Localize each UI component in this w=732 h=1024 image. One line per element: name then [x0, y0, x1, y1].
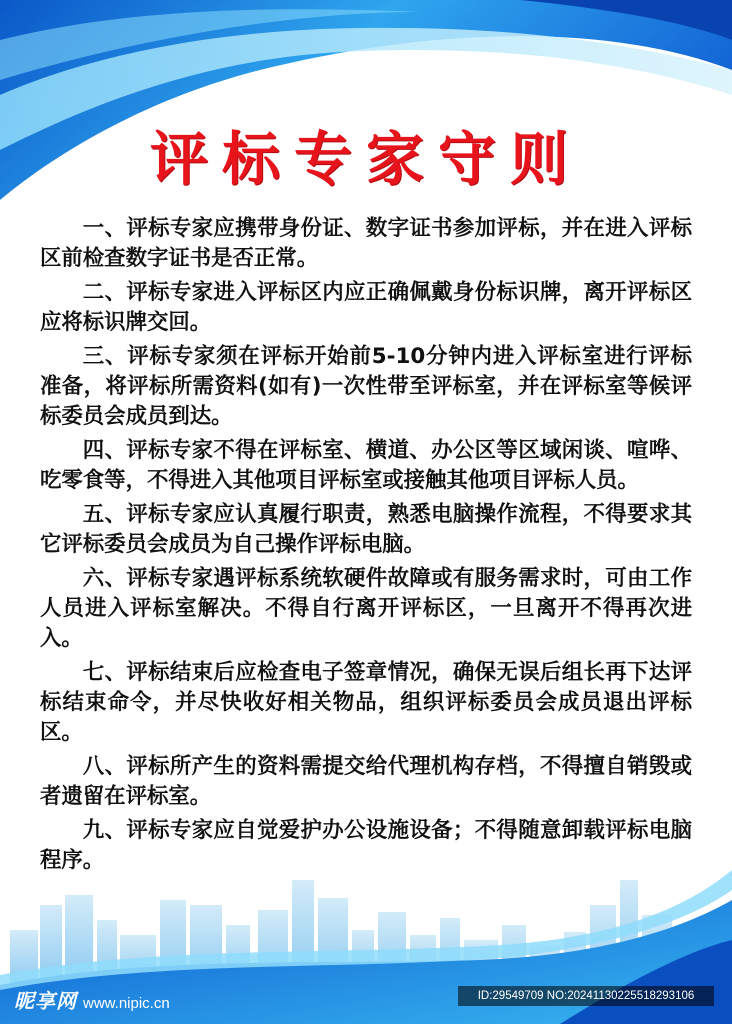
watermark-site: www.nipic.cn	[83, 995, 170, 1012]
rule-item-3: 三、评标专家须在评标开始前5-10分钟内进入评标室进行评标准备，将评标所需资料(如有)一次性带至评标室，并在评标室等候评标委员会成员到达。	[40, 344, 692, 429]
watermark-brand-name: 昵享网	[14, 991, 77, 1013]
rule-item-1: 一、评标专家应携带身份证、数字证书参加评标，并在进入评标区前检查数字证书是否正常。	[40, 216, 692, 271]
watermark-brand	[14, 985, 170, 1014]
watermark-id: ID:29549709 NO:20241130225518293106	[458, 986, 714, 1006]
rule-item-5: 五、评标专家应认真履行职责，熟悉电脑操作流程，不得要求其它评标委员会成员为自己操作评标电脑。	[40, 502, 692, 557]
rules-list	[40, 214, 692, 880]
rule-item-7: 七、评标结束后应检查电子签章情况，确保无误后组长再下达评标结束命令，并尽快收好相关物品，组织评标委员会成员退出评标区。	[40, 660, 692, 745]
rule-item-4: 四、评标专家不得在评标室、横道、办公区等区域闲谈、喧哗、吃零食等，不得进入其他项目评标室或接触其他项目评标人员。	[40, 438, 692, 493]
rule-item-9: 九、评标专家应自觉爱护办公设施设备；不得随意卸载评标电脑程序。	[40, 818, 692, 873]
rule-item-2: 二、评标专家进入评标区内应正确佩戴身份标识牌，离开评标区应将标识牌交回。	[40, 280, 692, 335]
rule-item-6: 六、评标专家遇评标系统软硬件故障或有服务需求时，可由工作人员进入评标室解决。不得自行离开评标区，一旦离开不得再次进入。	[40, 566, 692, 651]
rule-item-8: 八、评标所产生的资料需提交给代理机构存档，不得擅自销毁或者遗留在评标室。	[40, 754, 692, 809]
page-title: 评标专家守则	[149, 125, 582, 193]
